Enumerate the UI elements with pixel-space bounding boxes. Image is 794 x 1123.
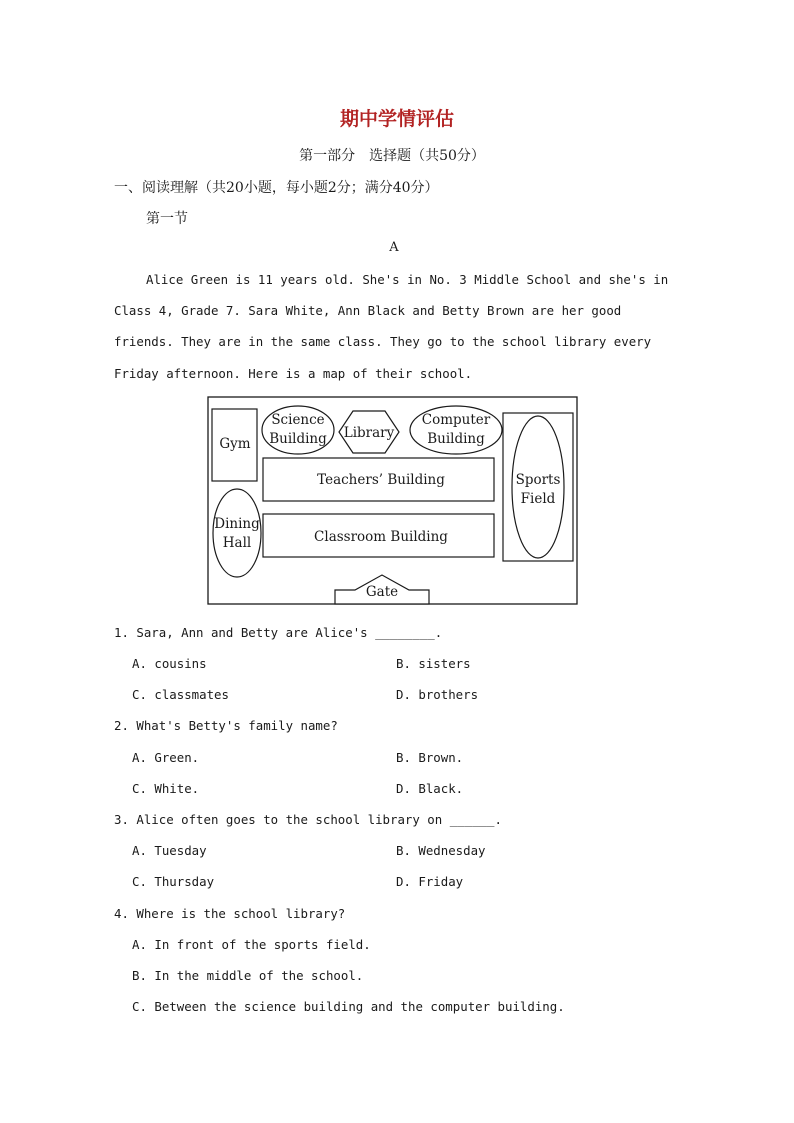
question-4-stem: 4. Where is the school library? (114, 906, 346, 921)
question-1-option-a[interactable]: A. cousins (132, 656, 207, 671)
page-title: 期中学情评估 (339, 108, 454, 130)
question-3-option-a[interactable]: A. Tuesday (132, 843, 207, 858)
school-gate (335, 575, 429, 604)
teachers-label: Teachers’ Building (317, 472, 445, 488)
question-3-option-d[interactable]: D. Friday (396, 874, 464, 889)
science-label-line1: Science (271, 412, 325, 428)
dining-label-line2: Hall (222, 535, 252, 551)
question-1-option-c[interactable]: C. classmates (132, 687, 229, 702)
dining-label-line1: Dining (214, 516, 260, 532)
question-2-option-d[interactable]: D. Black. (396, 781, 464, 796)
subsection-heading: 第一节 (146, 211, 188, 227)
section-heading: 一、阅读理解（共20小题，每小题2分；满分40分） (114, 180, 439, 196)
school-map (207, 396, 579, 606)
question-2-option-c[interactable]: C. White. (132, 781, 200, 796)
question-3-stem: 3. Alice often goes to the school library on ______. (114, 812, 502, 827)
computer-label-line1: Computer (421, 412, 491, 428)
question-2-option-a[interactable]: A. Green. (132, 750, 200, 765)
dining-hall (213, 489, 261, 577)
computer-building (410, 406, 502, 454)
gate-label: Gate (365, 584, 399, 600)
question-2-option-b[interactable]: B. Brown. (396, 750, 464, 765)
question-1-stem: 1. Sara, Ann and Betty are Alice's ________. (114, 625, 443, 640)
sports-field (503, 413, 573, 561)
question-4-option-a[interactable]: A. In front of the sports field. (132, 937, 371, 952)
question-3-option-c[interactable]: C. Thursday (132, 874, 215, 889)
passage-text: Alice Green is 11 years old. She's in No. 3 Middle School and she's in Class 4, Grade 7. Sara White, Ann Black and Betty Brown are her good friends. They are in the same class. They go to the school library every Friday afternoon. Here is a map of their school. (114, 272, 669, 381)
passage-letter: A (389, 240, 399, 255)
question-2-stem: 2. What's Betty's family name? (114, 718, 338, 733)
reading-passage (114, 264, 676, 389)
part-title: 第一部分 选择题（共50分） (299, 148, 485, 164)
classroom-building (263, 514, 494, 557)
sports-label-line1: Sports (515, 472, 561, 488)
question-3-option-b[interactable]: B. Wednesday (396, 843, 486, 858)
library-building (339, 411, 399, 453)
science-building (262, 406, 334, 454)
classroom-label: Classroom Building (314, 529, 448, 545)
sports-label-line2: Field (520, 491, 556, 507)
question-1-option-b[interactable]: B. sisters (396, 656, 471, 671)
question-4-option-b[interactable]: B. In the middle of the school. (132, 968, 364, 983)
computer-label-line2: Building (427, 431, 485, 447)
gym-label: Gym (219, 436, 251, 452)
question-4-option-c[interactable]: C. Between the science building and the computer building. (132, 999, 565, 1014)
teachers-building (263, 458, 494, 501)
library-label: Library (343, 425, 395, 441)
science-label-line2: Building (269, 431, 327, 447)
question-1-option-d[interactable]: D. brothers (396, 687, 479, 702)
gym-building (212, 409, 257, 481)
